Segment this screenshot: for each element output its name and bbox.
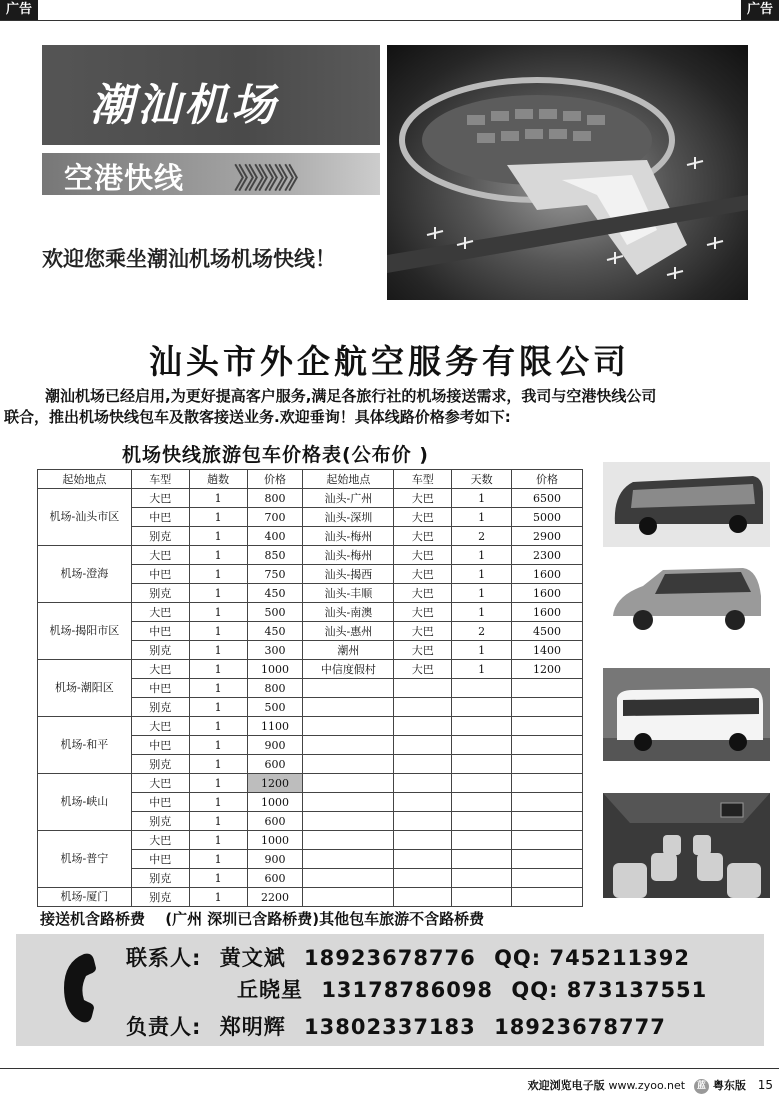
empty-cell [303,812,394,831]
table-cell: 1600 [512,603,583,622]
bottom-rule [0,1068,779,1069]
table-cell: 中巴 [131,565,189,584]
table-cell: 1 [452,641,512,660]
table-cell: 大巴 [394,584,452,603]
empty-cell [394,888,452,907]
table-cell: 别克 [131,527,189,546]
table-row [38,603,583,622]
price-table [37,469,583,907]
table-cell: 800 [247,489,303,508]
table-cell: 1600 [512,565,583,584]
table-cell: 1 [189,622,247,641]
table-cell: 600 [247,755,303,774]
table-cell: 2300 [512,546,583,565]
empty-cell [394,869,452,888]
table-cell: 1 [452,584,512,603]
table-cell: 汕头-南澳 [303,603,394,622]
empty-cell [394,736,452,755]
contact-phone-1[interactable]: 18923678776 [304,946,476,970]
empty-cell [303,888,394,907]
empty-cell [303,774,394,793]
route-location: 机场-厦门 [38,888,132,907]
contact-name-1: 黄文斌 [219,946,286,970]
table-cell: 1 [189,850,247,869]
table-cell: 大巴 [131,774,189,793]
empty-cell [512,793,583,812]
intro-text [4,386,772,428]
edition-badge-icon: 蓝 [694,1079,709,1094]
table-cell: 900 [247,850,303,869]
banner-text-area [42,45,387,300]
manager-phone-2[interactable]: 18923678777 [494,1015,666,1039]
table-cell: 大巴 [131,831,189,850]
footer-edition: 粤东版 [712,1079,746,1092]
intro-line-2: 联合，推出机场快线包车及散客接送业务.欢迎垂询！具体线路价格参考如下: [4,408,511,426]
table-cell: 潮州 [303,641,394,660]
empty-cell [394,679,452,698]
table-cell: 1 [189,812,247,831]
table-cell: 1 [189,660,247,679]
table-cell: 1600 [512,584,583,603]
airport-aerial-icon [387,45,748,300]
route-location: 机场-潮阳区 [38,660,132,717]
empty-cell [512,869,583,888]
table-row [38,717,583,736]
column-header: 车型 [131,470,189,489]
table-cell: 1 [189,489,247,508]
route-location: 机场-汕头市区 [38,489,132,546]
empty-cell [303,850,394,869]
table-cell: 1 [189,565,247,584]
airport-photo [387,45,748,300]
table-cell: 1 [189,774,247,793]
empty-cell [394,831,452,850]
empty-cell [394,793,452,812]
table-cell: 1 [452,508,512,527]
table-cell: 大巴 [394,641,452,660]
page-number: 15 [757,1078,773,1092]
table-cell: 300 [247,641,303,660]
table-cell: 1200 [512,660,583,679]
contact-row-2 [237,974,717,1004]
contact-row-3 [126,1011,676,1041]
column-header: 车型 [394,470,452,489]
footer-welcome: 欢迎浏览电子版 [527,1079,605,1092]
contact-name-2: 丘晓星 [237,978,303,1002]
welcome-text: 欢迎您乘坐潮汕机场机场快线！ [42,247,336,271]
route-location: 机场-揭阳市区 [38,603,132,660]
table-cell: 1 [189,641,247,660]
table-cell: 汕头-深圳 [303,508,394,527]
table-cell: 大巴 [131,546,189,565]
ad-tag-left: 广告 [0,0,38,20]
table-cell: 别克 [131,812,189,831]
company-name: 汕头市外企航空服务有限公司 [149,342,630,381]
table-row [38,546,583,565]
empty-cell [452,812,512,831]
empty-cell [512,812,583,831]
empty-cell [452,736,512,755]
table-cell: 1 [189,888,247,907]
table-cell: 1 [452,546,512,565]
phone-icon [62,952,98,1024]
empty-cell [394,698,452,717]
column-header: 价格 [512,470,583,489]
table-cell: 中信度假村 [303,660,394,679]
table-cell: 600 [247,812,303,831]
empty-cell [394,717,452,736]
table-cell: 别克 [131,755,189,774]
table-cell: 1000 [247,793,303,812]
table-cell: 450 [247,622,303,641]
table-cell: 500 [247,698,303,717]
table-cell: 1400 [512,641,583,660]
table-cell: 750 [247,565,303,584]
table-cell: 别克 [131,869,189,888]
empty-cell [512,736,583,755]
table-row [38,831,583,850]
table-cell: 600 [247,869,303,888]
table-cell: 2200 [247,888,303,907]
empty-cell [512,698,583,717]
empty-cell [303,679,394,698]
manager-name: 郑明辉 [219,1015,286,1039]
table-cell: 5000 [512,508,583,527]
table-row [38,888,583,907]
table-cell: 850 [247,546,303,565]
contact-row-1 [126,942,700,972]
table-cell: 大巴 [394,565,452,584]
table-cell: 中巴 [131,679,189,698]
table-cell: 4500 [512,622,583,641]
table-cell: 1 [189,755,247,774]
tour-bus-photo [603,668,770,761]
empty-cell [512,831,583,850]
table-cell: 6500 [512,489,583,508]
top-rule [0,20,779,21]
table-cell: 1 [189,736,247,755]
contact-qq-1: QQ: 745211392 [494,946,690,970]
table-header-row [38,470,583,489]
route-location: 机场-峡山 [38,774,132,831]
table-cell: 1 [189,508,247,527]
table-cell: 中巴 [131,850,189,869]
column-header: 起始地点 [303,470,394,489]
table-cell: 中巴 [131,793,189,812]
table-row [38,774,583,793]
table-cell: 1 [189,603,247,622]
empty-cell [512,888,583,907]
empty-cell [303,736,394,755]
table-cell: 800 [247,679,303,698]
empty-cell [512,679,583,698]
empty-cell [512,850,583,869]
manager-phone-1[interactable]: 13802337183 [304,1015,476,1039]
route-location: 机场-和平 [38,717,132,774]
column-header: 价格 [247,470,303,489]
table-cell: 汕头-广州 [303,489,394,508]
price-table-title: 机场快线旅游包车价格表(公布价 ) [122,444,429,466]
empty-cell [394,812,452,831]
table-cell: 汕头-梅州 [303,527,394,546]
route-location: 机场-澄海 [38,546,132,603]
table-cell: 1 [189,546,247,565]
coach-bus-photo [603,462,770,547]
empty-cell [452,679,512,698]
table-cell: 1 [189,831,247,850]
table-cell: 大巴 [394,489,452,508]
contact-qq-2: QQ: 873137551 [511,978,708,1002]
table-cell: 汕头-揭西 [303,565,394,584]
table-cell: 1 [189,869,247,888]
table-cell: 别克 [131,888,189,907]
empty-cell [452,869,512,888]
table-cell: 1 [189,679,247,698]
empty-cell [303,831,394,850]
table-cell: 1 [452,603,512,622]
table-cell: 大巴 [131,603,189,622]
table-cell: 中巴 [131,736,189,755]
table-cell: 中巴 [131,508,189,527]
empty-cell [303,755,394,774]
table-cell: 中巴 [131,622,189,641]
table-cell: 1 [189,698,247,717]
ad-tag-right: 广告 [741,0,779,20]
table-cell: 400 [247,527,303,546]
route-location: 机场-普宁 [38,831,132,888]
table-cell: 500 [247,603,303,622]
empty-cell [452,888,512,907]
table-cell: 1 [189,584,247,603]
table-row [38,660,583,679]
table-cell: 1200 [247,774,303,793]
table-cell: 1 [452,489,512,508]
column-header: 趟数 [189,470,247,489]
table-cell: 大巴 [394,660,452,679]
empty-cell [303,793,394,812]
table-cell: 1100 [247,717,303,736]
contact-box [16,934,764,1046]
table-cell: 1 [452,660,512,679]
footer [528,1077,773,1094]
empty-cell [303,698,394,717]
table-cell: 1 [189,527,247,546]
table-cell: 大巴 [131,717,189,736]
table-cell: 大巴 [394,527,452,546]
table-cell: 2 [452,622,512,641]
table-cell: 450 [247,584,303,603]
empty-cell [452,755,512,774]
table-cell: 大巴 [394,603,452,622]
table-cell: 2900 [512,527,583,546]
empty-cell [452,850,512,869]
empty-cell [452,793,512,812]
bus-interior-photo [603,793,770,898]
table-cell: 大巴 [131,489,189,508]
empty-cell [303,717,394,736]
column-header: 起始地点 [38,470,132,489]
table-cell: 1 [189,793,247,812]
table-cell: 大巴 [394,546,452,565]
empty-cell [512,774,583,793]
contact-label: 联系人: [126,946,202,970]
banner-title-box [42,45,380,145]
price-table-body [38,470,583,907]
contact-phone-2[interactable]: 13178786098 [321,978,494,1002]
table-row [38,489,583,508]
table-cell: 1 [189,717,247,736]
table-cell: 大巴 [394,508,452,527]
express-label: 空港快线 [64,161,185,195]
footer-site-link[interactable]: www.zyoo.net [608,1079,686,1092]
empty-cell [303,869,394,888]
empty-cell [452,698,512,717]
airport-banner [42,45,748,300]
empty-cell [512,755,583,774]
table-cell: 别克 [131,584,189,603]
table-cell: 汕头-惠州 [303,622,394,641]
column-header: 天数 [452,470,512,489]
table-cell: 1000 [247,831,303,850]
intro-line-1: 潮汕机场已经启用,为更好提高客户服务,满足各旅行社的机场接送需求，我司与空港快线公司 [45,387,657,405]
table-cell: 900 [247,736,303,755]
table-cell: 汕头-梅州 [303,546,394,565]
empty-cell [512,717,583,736]
table-cell: 1000 [247,660,303,679]
banner-title: 潮汕机场 [90,80,278,131]
table-cell: 700 [247,508,303,527]
table-cell: 汕头-丰顺 [303,584,394,603]
arrows-icon: 》》》》》》 [234,162,309,195]
express-bar [42,153,380,195]
table-cell: 别克 [131,698,189,717]
empty-cell [452,831,512,850]
empty-cell [452,717,512,736]
table-cell: 2 [452,527,512,546]
empty-cell [394,850,452,869]
empty-cell [394,774,452,793]
toll-note: 接送机含路桥费 (广州 深圳已含路桥费)其他包车旅游不含路桥费 [40,910,485,928]
minivan-photo [603,556,770,641]
table-cell: 大巴 [131,660,189,679]
table-cell: 别克 [131,641,189,660]
table-cell: 大巴 [394,622,452,641]
empty-cell [452,774,512,793]
manager-label: 负责人: [126,1015,202,1039]
table-cell: 1 [452,565,512,584]
empty-cell [394,755,452,774]
